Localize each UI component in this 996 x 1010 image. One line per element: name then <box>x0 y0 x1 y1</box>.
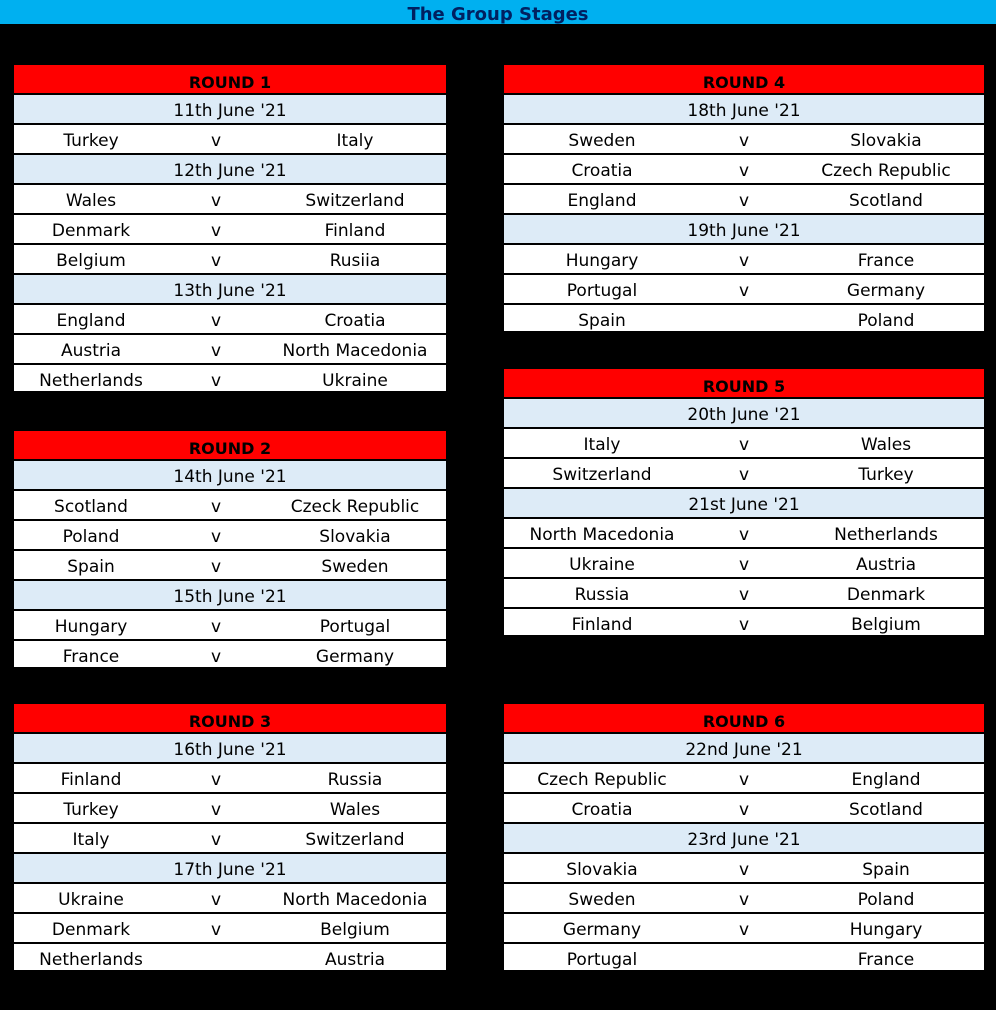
away-team: Turkey <box>858 465 914 485</box>
home-team: Spain <box>578 311 626 331</box>
match-row <box>14 215 446 243</box>
match-row <box>504 854 984 882</box>
versus-label: v <box>210 830 222 850</box>
away-team: North Macedonia <box>282 341 428 361</box>
versus-label: v <box>210 341 222 361</box>
versus-label: v <box>210 617 222 637</box>
versus-label: v <box>738 281 750 301</box>
versus-label: v <box>738 585 750 605</box>
match-date: 11th June '21 <box>14 95 446 123</box>
away-team: Switzerland <box>305 191 405 211</box>
away-team: North Macedonia <box>282 890 428 910</box>
versus-label: v <box>738 465 750 485</box>
away-team: Poland <box>857 311 915 331</box>
home-team: Denmark <box>51 920 131 940</box>
away-team: Denmark <box>846 585 926 605</box>
versus-label: v <box>210 557 222 577</box>
away-team: Finland <box>324 221 386 241</box>
match-date: 16th June '21 <box>14 734 446 762</box>
home-team: Croatia <box>571 161 633 181</box>
away-team: Wales <box>329 800 381 820</box>
match-row <box>504 125 984 153</box>
match-row <box>504 944 984 970</box>
match-row <box>504 245 984 273</box>
match-row <box>14 641 446 667</box>
home-team: Netherlands <box>39 371 143 391</box>
round-header: ROUND 6 <box>504 704 984 732</box>
home-team: Austria <box>60 341 122 361</box>
home-team: Belgium <box>56 251 126 271</box>
match-row <box>14 794 446 822</box>
match-row <box>14 521 446 549</box>
versus-label: v <box>738 800 750 820</box>
away-team: Scotland <box>849 800 923 820</box>
versus-label: v <box>738 920 750 940</box>
away-team: Czech Republic <box>821 161 951 181</box>
match-row <box>14 944 446 970</box>
home-team: France <box>62 647 120 667</box>
match-date: 14th June '21 <box>14 461 446 489</box>
home-team: Ukraine <box>569 555 635 575</box>
home-team: Italy <box>72 830 110 850</box>
away-team: Wales <box>860 435 912 455</box>
home-team: Germany <box>562 920 642 940</box>
home-team: Czech Republic <box>537 770 667 790</box>
away-team: Austria <box>855 555 917 575</box>
versus-label: v <box>210 800 222 820</box>
home-team: Croatia <box>571 800 633 820</box>
match-date: 23rd June '21 <box>504 824 984 852</box>
versus-label: v <box>738 860 750 880</box>
round-6-block <box>504 704 984 970</box>
match-row <box>504 305 984 331</box>
round-4-block <box>504 65 984 331</box>
match-row <box>504 764 984 792</box>
match-date: 15th June '21 <box>14 581 446 609</box>
round-2-block <box>14 431 446 667</box>
versus-label: v <box>738 525 750 545</box>
versus-label: v <box>210 920 222 940</box>
match-date: 12th June '21 <box>14 155 446 183</box>
home-team: Netherlands <box>39 950 143 970</box>
match-row <box>14 551 446 579</box>
match-row <box>14 884 446 912</box>
match-row <box>14 365 446 391</box>
match-row <box>504 914 984 942</box>
round-header: ROUND 1 <box>14 65 446 93</box>
versus-label: v <box>738 251 750 271</box>
versus-label: v <box>738 131 750 151</box>
home-team: Portugal <box>566 950 638 970</box>
match-row <box>14 125 446 153</box>
match-row <box>14 764 446 792</box>
match-row <box>504 884 984 912</box>
away-team: Netherlands <box>834 525 938 545</box>
away-team: Germany <box>315 647 395 667</box>
away-team: Rusiia <box>329 251 381 271</box>
versus-label: v <box>210 497 222 517</box>
home-team: Switzerland <box>552 465 652 485</box>
home-team: Ukraine <box>58 890 124 910</box>
match-date: 20th June '21 <box>504 399 984 427</box>
round-header: ROUND 3 <box>14 704 446 732</box>
versus-label: v <box>210 527 222 547</box>
match-row <box>504 794 984 822</box>
away-team: Belgium <box>320 920 390 940</box>
away-team: Belgium <box>851 615 921 635</box>
home-team: North Macedonia <box>529 525 675 545</box>
home-team: England <box>567 191 637 211</box>
match-row <box>14 824 446 852</box>
match-row <box>504 549 984 577</box>
versus-label: v <box>210 890 222 910</box>
away-team: Slovakia <box>319 527 391 547</box>
match-date: 19th June '21 <box>504 215 984 243</box>
home-team: Sweden <box>568 890 636 910</box>
home-team: Sweden <box>568 131 636 151</box>
match-row <box>504 275 984 303</box>
home-team: Turkey <box>63 131 119 151</box>
match-row <box>14 185 446 213</box>
home-team: Spain <box>67 557 115 577</box>
away-team: Scotland <box>849 191 923 211</box>
home-team: Turkey <box>63 800 119 820</box>
home-team: England <box>56 311 126 331</box>
match-row <box>504 459 984 487</box>
home-team: Hungary <box>54 617 128 637</box>
home-team: Russia <box>574 585 630 605</box>
away-team: Sweden <box>321 557 389 577</box>
round-3-block <box>14 704 446 970</box>
versus-label: v <box>210 647 222 667</box>
versus-label: v <box>210 251 222 271</box>
match-row <box>14 611 446 639</box>
away-team: Spain <box>862 860 910 880</box>
versus-label: v <box>738 191 750 211</box>
match-date: 21st June '21 <box>504 489 984 517</box>
match-row <box>14 305 446 333</box>
away-team: Russia <box>327 770 383 790</box>
home-team: Slovakia <box>566 860 638 880</box>
away-team: England <box>851 770 921 790</box>
match-date: 18th June '21 <box>504 95 984 123</box>
versus-label: v <box>738 161 750 181</box>
round-header: ROUND 4 <box>504 65 984 93</box>
away-team: Hungary <box>849 920 923 940</box>
versus-label: v <box>210 371 222 391</box>
versus-label: v <box>738 770 750 790</box>
page-title: The Group Stages <box>0 0 996 24</box>
away-team: Portugal <box>319 617 391 637</box>
match-row <box>14 245 446 273</box>
home-team: Wales <box>65 191 117 211</box>
match-row <box>504 155 984 183</box>
versus-label: v <box>738 615 750 635</box>
home-team: Denmark <box>51 221 131 241</box>
home-team: Hungary <box>565 251 639 271</box>
match-row <box>504 185 984 213</box>
home-team: Scotland <box>54 497 128 517</box>
match-row <box>504 579 984 607</box>
match-row <box>504 429 984 457</box>
home-team: Finland <box>60 770 122 790</box>
round-header: ROUND 2 <box>14 431 446 459</box>
away-team: Italy <box>336 131 374 151</box>
away-team: Austria <box>324 950 386 970</box>
home-team: Italy <box>583 435 621 455</box>
away-team: Croatia <box>324 311 386 331</box>
away-team: France <box>857 251 915 271</box>
versus-label: v <box>738 435 750 455</box>
match-date: 22nd June '21 <box>504 734 984 762</box>
round-header: ROUND 5 <box>504 369 984 397</box>
away-team: France <box>857 950 915 970</box>
away-team: Poland <box>857 890 915 910</box>
match-date: 17th June '21 <box>14 854 446 882</box>
versus-label: v <box>210 311 222 331</box>
away-team: Slovakia <box>850 131 922 151</box>
match-row <box>14 914 446 942</box>
versus-label: v <box>210 770 222 790</box>
away-team: Czeck Republic <box>290 497 420 517</box>
versus-label: v <box>210 191 222 211</box>
versus-label: v <box>738 890 750 910</box>
home-team: Finland <box>571 615 633 635</box>
home-team: Poland <box>62 527 120 547</box>
away-team: Ukraine <box>322 371 388 391</box>
match-row <box>504 609 984 635</box>
round-1-block <box>14 65 446 391</box>
versus-label: v <box>210 221 222 241</box>
away-team: Germany <box>846 281 926 301</box>
away-team: Switzerland <box>305 830 405 850</box>
match-row <box>504 519 984 547</box>
match-row <box>14 335 446 363</box>
versus-label: v <box>738 555 750 575</box>
versus-label: v <box>210 131 222 151</box>
match-row <box>14 491 446 519</box>
match-date: 13th June '21 <box>14 275 446 303</box>
round-5-block <box>504 369 984 635</box>
home-team: Portugal <box>566 281 638 301</box>
